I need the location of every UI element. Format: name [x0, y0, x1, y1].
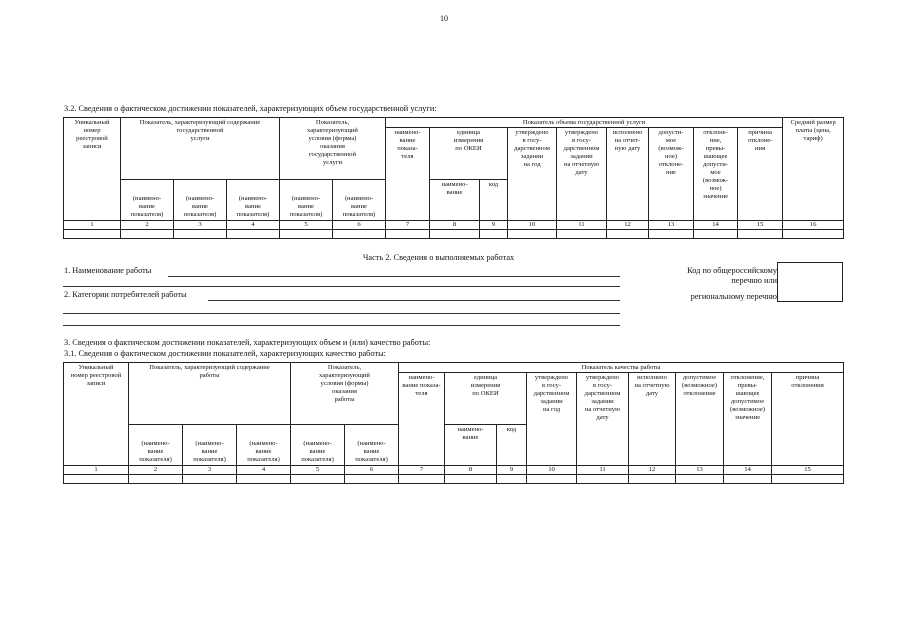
- header-unit-okei: единица измерения по ОКЕИ: [430, 128, 508, 180]
- column-number: 11: [557, 221, 607, 230]
- header-average-price: Средний размер платы (цена, тариф): [783, 118, 844, 221]
- consumers-line[interactable]: [208, 300, 620, 301]
- header-allowed-deviation: допустимое (возможное) отклонение: [676, 373, 724, 466]
- column-number: 8: [430, 221, 480, 230]
- header-unit-okei: единица измерения по ОКЕИ: [445, 373, 527, 425]
- header-work-conditions: Показатель, характеризующий условия (формы) оказания работы: [291, 363, 399, 425]
- header-unique-number: Уникальный номер реестровой записи: [64, 363, 129, 466]
- subheader-indicator-name: (наимено- вание показателя): [174, 180, 227, 221]
- subheader-indicator-name: (наимено- вание показателя): [280, 180, 333, 221]
- column-number: 13: [649, 221, 694, 230]
- header-volume-indicator: Показатель объема государственной услуги: [386, 118, 783, 128]
- column-number: 2: [129, 466, 183, 475]
- column-number: 13: [676, 466, 724, 475]
- column-number: 6: [333, 221, 386, 230]
- header-quality-indicator: Показатель качества работы: [399, 363, 844, 373]
- work-name-line-2[interactable]: [63, 286, 620, 287]
- header-unique-number: Уникальный номер реестровой записи: [64, 118, 121, 221]
- code-label-1: Код по общероссийскому: [687, 266, 777, 275]
- column-number: 8: [445, 466, 497, 475]
- quality-indicators-table: [63, 362, 844, 484]
- consumers-line-3[interactable]: [63, 325, 620, 326]
- subheader-indicator-name: (наимено- вание показателя): [237, 425, 291, 466]
- subheader-indicator-name: (наимено- вание показателя): [129, 425, 183, 466]
- header-deviation-reason: причина отклонения: [772, 373, 844, 466]
- header-work-content: Показатель, характеризующий содержание работы: [129, 363, 291, 425]
- column-number: 9: [497, 466, 527, 475]
- header-service-content: Показатель, характеризующий содержание государственной услуги: [121, 118, 280, 180]
- column-number: 14: [694, 221, 738, 230]
- column-number: 15: [772, 466, 844, 475]
- column-number: 1: [64, 221, 121, 230]
- header-approved-year: утверждено в госу- дарственном задании на год: [527, 373, 577, 466]
- column-number: 5: [280, 221, 333, 230]
- header-allowed-deviation: допусти- мое (возмож- ное) отклоне- ние: [649, 128, 694, 221]
- column-number: 6: [345, 466, 399, 475]
- volume-indicators-table: [63, 117, 844, 239]
- subheader-indicator-name: (наимено- вание показателя): [121, 180, 174, 221]
- column-number: 1: [64, 466, 129, 475]
- column-number: 3: [174, 221, 227, 230]
- section-3-1-title: 3.1. Сведения о фактическом достижении показателей, характеризующих качество работы:: [64, 349, 386, 358]
- column-number: 10: [508, 221, 557, 230]
- column-number: 10: [527, 466, 577, 475]
- column-number: 7: [399, 466, 445, 475]
- subheader-indicator-name: (наимено- вание показателя): [345, 425, 399, 466]
- column-number: 12: [629, 466, 676, 475]
- table-row: [64, 475, 844, 484]
- column-number: 11: [577, 466, 629, 475]
- code-label-3: региональному перечню: [690, 292, 777, 301]
- consumers-label: 2. Категории потребителей работы: [64, 290, 187, 299]
- column-number: 16: [783, 221, 844, 230]
- header-indicator-name: наимено- вание показа- теля: [399, 373, 445, 466]
- header-excess-deviation: отклонение, превы- шающее допустимое (возможное) значение: [724, 373, 772, 466]
- header-executed: исполнено на отчет- ную дату: [607, 128, 649, 221]
- work-name-label: 1. Наименование работы: [64, 266, 152, 275]
- column-number: 7: [386, 221, 430, 230]
- header-indicator-name: наимено- вание показа- теля: [386, 128, 430, 221]
- header-approved-year: утверждено в госу- дарственном задании на год: [508, 128, 557, 221]
- column-number: 2: [121, 221, 174, 230]
- part-2-title: Часть 2. Сведения о выполняемых работах: [363, 253, 515, 262]
- section-3-2-title: 3.2. Сведения о фактическом достижении показателей, характеризующих объем государственной услуги:: [64, 104, 437, 113]
- header-approved-date: утверждено в госу- дарственном задании на отчетную дату: [557, 128, 607, 221]
- subheader-indicator-name: (наимено- вание показателя): [291, 425, 345, 466]
- header-approved-date: утверждено в госу- дарственном задании на отчетную дату: [577, 373, 629, 466]
- table-row: [64, 230, 844, 239]
- column-number: 3: [183, 466, 237, 475]
- subheader-indicator-name: (наимено- вание показателя): [227, 180, 280, 221]
- header-service-conditions: Показатель, характеризующий условия (формы) оказания государственной услуги: [280, 118, 386, 180]
- subheader-unit-name: наимено- вание: [445, 425, 497, 466]
- column-number: 14: [724, 466, 772, 475]
- column-number: 4: [237, 466, 291, 475]
- consumers-line-2[interactable]: [63, 313, 620, 314]
- column-number: 4: [227, 221, 280, 230]
- registry-code-box[interactable]: [777, 262, 843, 302]
- column-number: 5: [291, 466, 345, 475]
- column-number: 15: [738, 221, 783, 230]
- section-3-title: 3. Сведения о фактическом достижении показателей, характеризующих объем и (или) качество работы:: [64, 338, 431, 347]
- header-deviation-reason: причина отклоне- ния: [738, 128, 783, 221]
- subheader-indicator-name: (наимено- вание показателя): [333, 180, 386, 221]
- work-name-line[interactable]: [168, 276, 620, 277]
- subheader-indicator-name: (наимено- вание показателя): [183, 425, 237, 466]
- subheader-unit-name: наимено- вание: [430, 180, 480, 221]
- header-executed: исполнено на отчетную дату: [629, 373, 676, 466]
- column-number: 9: [480, 221, 508, 230]
- column-number: 12: [607, 221, 649, 230]
- code-label-2: перечню или: [731, 276, 777, 285]
- page-number: 10: [440, 14, 448, 23]
- subheader-unit-code: код: [497, 425, 527, 466]
- header-excess-deviation: отклоне- ние, превы- шающее допусти- мое (возмож- ное) значение: [694, 128, 738, 221]
- subheader-unit-code: код: [480, 180, 508, 221]
